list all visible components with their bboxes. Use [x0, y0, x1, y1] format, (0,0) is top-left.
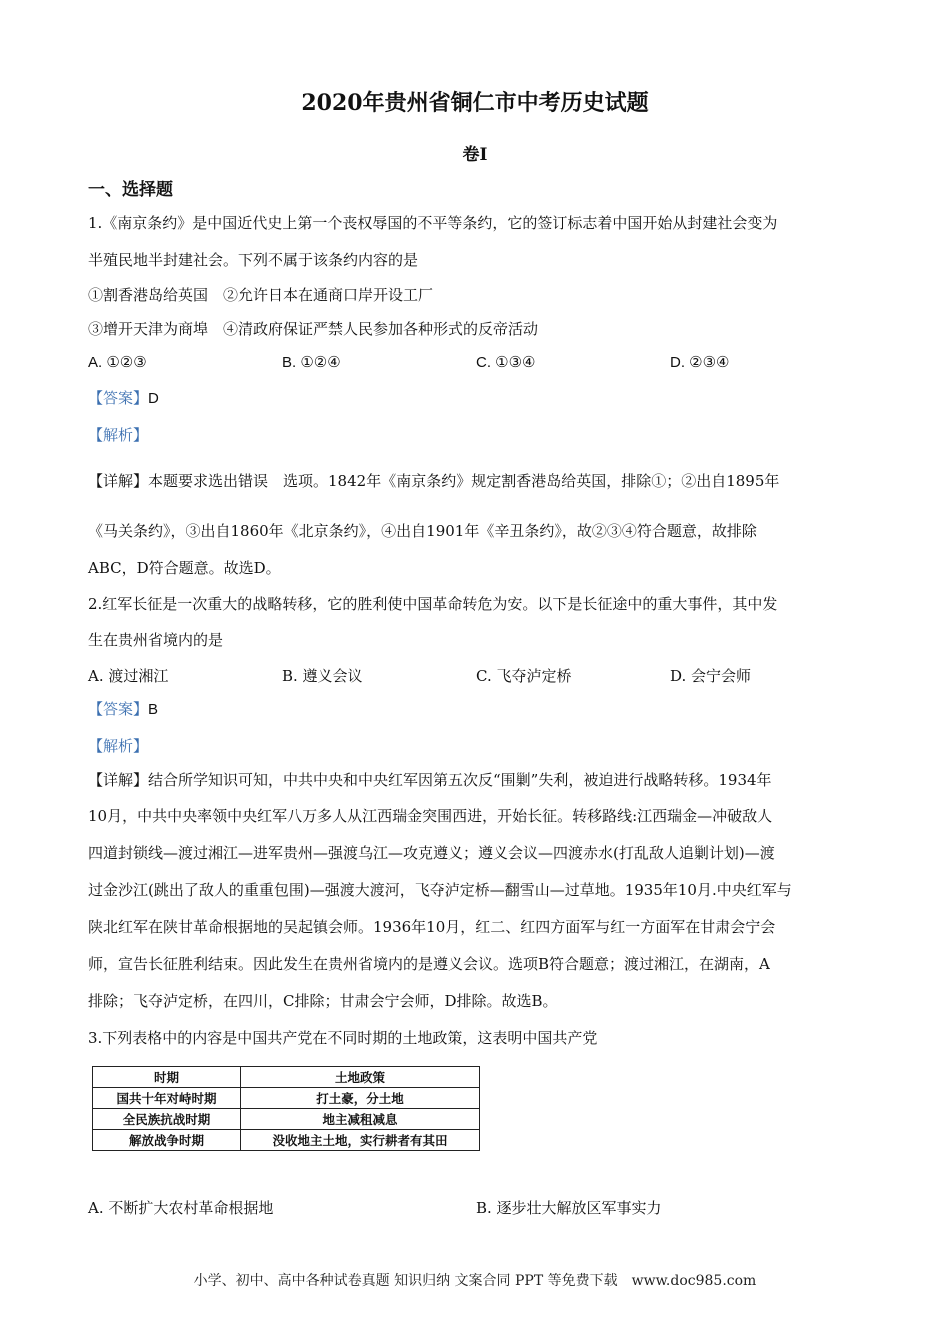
land-policy-table [92, 1066, 480, 1151]
q2-detail-line-3: 四道封锁线—渡过湘江—进军贵州—强渡乌江—攻克遵义；遵义会议—四渡赤水(打乱敌人追剿计划)—渡 [88, 844, 775, 862]
q1-answer [88, 388, 159, 409]
q1-option-c: C. ①③④ [476, 354, 536, 371]
table-header-cell: 土地政策 [241, 1067, 480, 1088]
table-header-cell: 时期 [93, 1067, 241, 1088]
q2-answer [88, 699, 158, 720]
q2-detail-line-5: 陕北红军在陕甘革命根据地的吴起镇会师。1936年10月，红二、红四方面军与红一方面军在甘肃会宁会 [88, 918, 776, 936]
answer-label: 【答案】 [88, 389, 149, 407]
q2-detail-line-6: 师，宣告长征胜利结束。因此发生在贵州省境内的是遵义会议。选项B符合题意；渡过湘江，在湖南，A [88, 955, 770, 973]
q2-option-d: D. 会宁会师 [670, 667, 752, 685]
q1-detail-line-3: ABC，D符合题意。故选D。 [88, 559, 281, 577]
table-cell-policy: 打土豪，分土地 [241, 1088, 480, 1109]
q2-option-b: B. 遵义会议 [282, 667, 363, 685]
table-row [93, 1130, 480, 1151]
section-heading: 一、选择题 [88, 180, 173, 200]
q2-option-a: A. 渡过湘江 [88, 667, 169, 685]
q1-item-line-1: ①割香港岛给英国 ②允许日本在通商口岸开设工厂 [88, 286, 434, 304]
answer-value: D [148, 390, 159, 407]
q3-stem: 3.下列表格中的内容是中国共产党在不同时期的土地政策，这表明中国共产党 [88, 1029, 598, 1047]
table-cell-policy: 没收地主土地，实行耕者有其田 [241, 1130, 480, 1151]
q2-detail-line-4: 过金沙江(跳出了敌人的重重包围)—强渡大渡河，飞夺泸定桥—翻雪山—过草地。1935年10月.中央红军与 [88, 881, 792, 899]
table-row [93, 1088, 480, 1109]
q1-option-d: D. ②③④ [670, 354, 730, 371]
detail-text: 结合所学知识可知，中共中央和中央红军因第五次反“围剿”失利，被迫进行战略转移。1934年 [148, 771, 772, 789]
q1-option-a: A. ①②③ [88, 354, 147, 371]
page-footer: 小学、初中、高中各种试卷真题 知识归纳 文案合同 PPT 等免费下载 www.doc985.com [193, 1273, 757, 1289]
q1-item-line-2: ③增开天津为商埠 ④清政府保证严禁人民参加各种形式的反帝活动 [88, 320, 539, 338]
detail-text: 本题要求选出错误 选项。1842年《南京条约》规定割香港岛给英国，排除①；②出自1895年 [148, 472, 780, 490]
q2-detail-line-7: 排除；飞夺泸定桥，在四川，C排除；甘肃会宁会师，D排除。故选B。 [88, 992, 558, 1010]
answer-label: 【答案】 [88, 700, 149, 718]
answer-value: B [148, 701, 159, 718]
table-cell-period: 全民族抗战时期 [93, 1109, 241, 1130]
q3-option-b: B. 逐步壮大解放区军事实力 [476, 1199, 662, 1217]
page-title: 2020年贵州省铜仁市中考历史试题 [301, 90, 649, 116]
table-header-row [93, 1067, 480, 1088]
table-cell-period: 解放战争时期 [93, 1130, 241, 1151]
q1-stem-line-1: 1.《南京条约》是中国近代史上第一个丧权辱国的不平等条约，它的签订标志着中国开始从封建社会变为 [88, 214, 778, 232]
detail-label: 【详解】 [88, 472, 149, 490]
table-row [93, 1109, 480, 1130]
q2-detail-line-1 [88, 770, 772, 790]
q2-stem-line-2: 生在贵州省境内的是 [88, 631, 224, 649]
q2-option-c: C. 飞夺泸定桥 [476, 667, 572, 685]
q3-option-a: A. 不断扩大农村革命根据地 [88, 1199, 274, 1217]
table-cell-policy: 地主减租减息 [241, 1109, 480, 1130]
detail-label: 【详解】 [88, 771, 149, 789]
q1-option-b: B. ①②④ [282, 354, 341, 371]
q2-analysis-label: 【解析】 [88, 737, 149, 755]
q1-stem-line-2: 半殖民地半封建社会。下列不属于该条约内容的是 [88, 251, 419, 269]
paper-subtitle: 卷Ⅰ [462, 145, 488, 165]
q1-detail-line-1 [88, 471, 779, 491]
q2-detail-line-2: 10月，中共中央率领中央红军八万多人从江西瑞金突围西进，开始长征。转移路线:江西瑞金—冲破敌人 [88, 807, 773, 825]
q2-stem-line-1: 2.红军长征是一次重大的战略转移，它的胜利使中国革命转危为安。以下是长征途中的重大事件，其中发 [88, 595, 778, 613]
q1-detail-line-2: 《马关条约》，③出自1860年《北京条约》，④出自1901年《辛丑条约》，故②③④符合题意，故排除 [88, 522, 757, 540]
table-cell-period: 国共十年对峙时期 [93, 1088, 241, 1109]
q1-analysis-label: 【解析】 [88, 426, 149, 444]
